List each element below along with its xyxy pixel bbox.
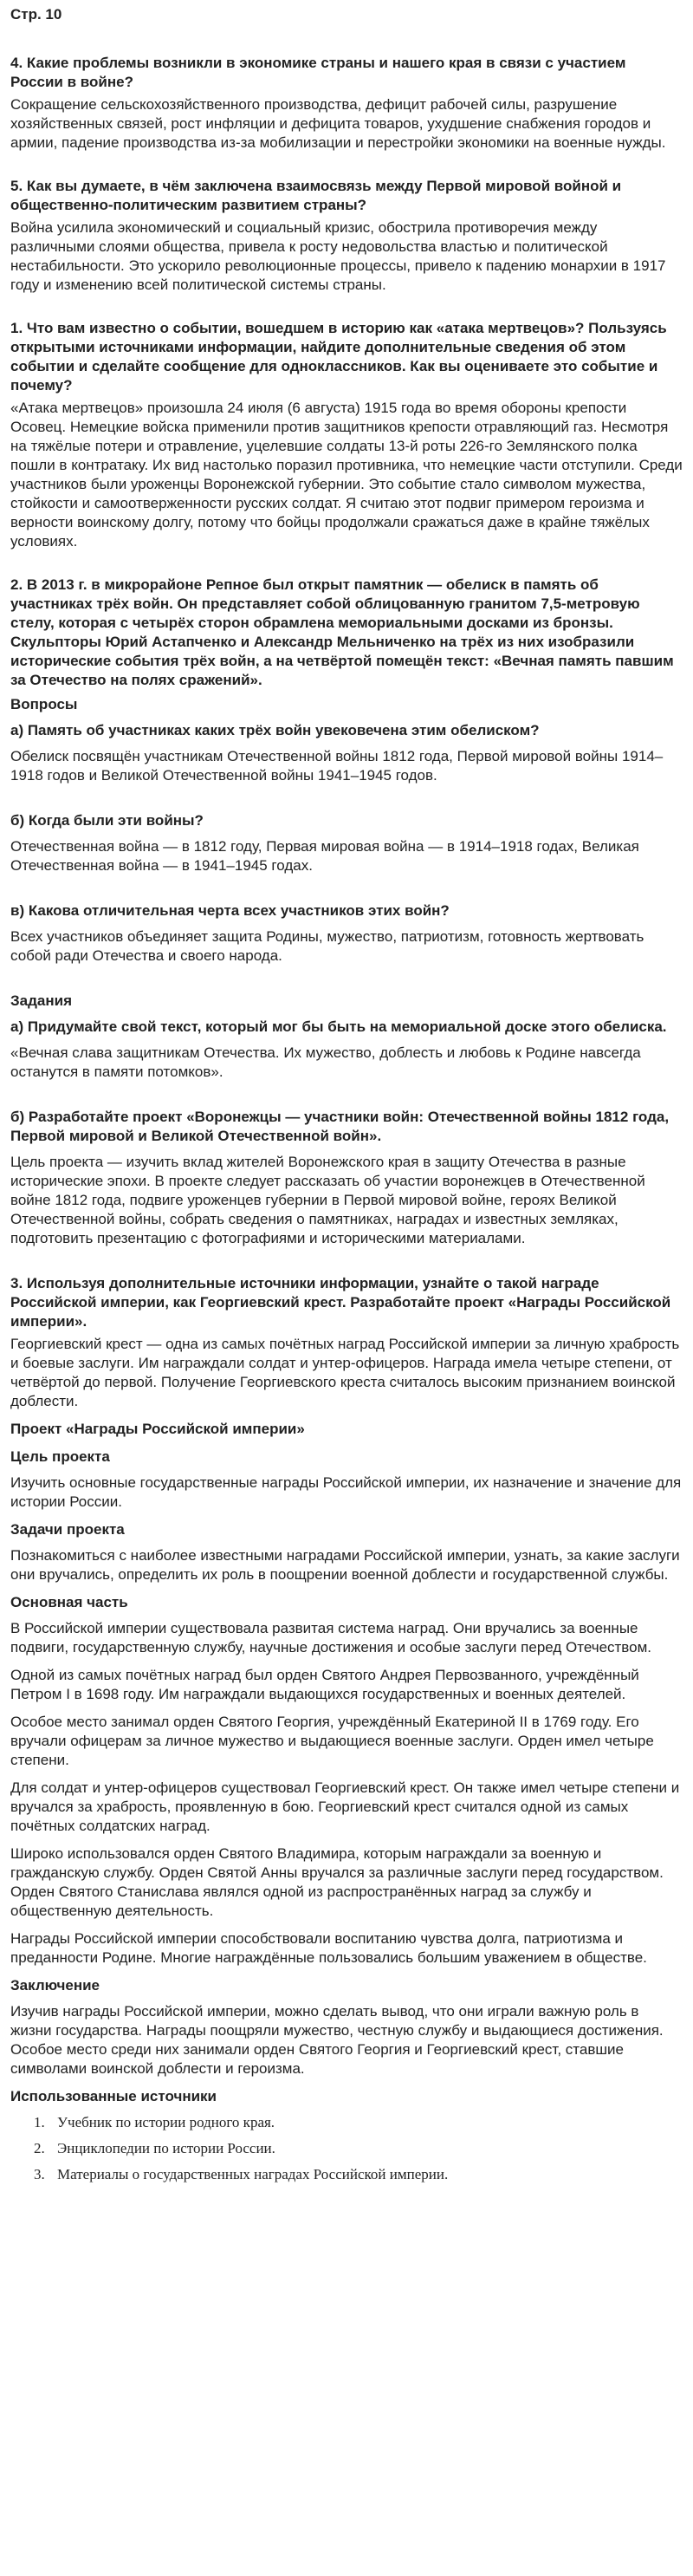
project-main-paragraph: Награды Российской империи способствовали воспитанию чувства долга, патриотизма и преданности Родине. Многие награждённые пользовались большим уважением в обществе. bbox=[10, 1930, 647, 1966]
tasks-heading: Задания bbox=[10, 992, 72, 1009]
answer-text: Сокращение сельскохозяйственного производства, дефицит рабочей силы, разрушение хозяйственных связей, рост инфляции и дефицита товаров, ухудшение снабжения городов и армии, падение производства из-за мобилизации и перестройки экономики на военные нужды. bbox=[10, 96, 666, 151]
sub-answer-b: Отечественная война — в 1812 году, Первая мировая война — в 1914–1918 годах, Великая Отечественная война — в 1941–1945 годах. bbox=[10, 838, 639, 874]
project-main-paragraph: Одной из самых почётных наград был орден Святого Андрея Первозванного, учреждённый Петром I в 1698 году. Им награждали выдающихся государственных и военных деятелей. bbox=[10, 1667, 639, 1702]
task-question-b: б) Разработайте проект «Воронежцы — участники войн: Отечественной войны 1812 года, Первой мировой и Великой Отечественной войн». bbox=[10, 1109, 670, 1144]
project-main-heading: Основная часть bbox=[10, 1594, 128, 1610]
source-item: 1. Учебник по истории родного края. bbox=[49, 2113, 683, 2132]
project-main-paragraph: В Российской империи существовала развитая система наград. Они вручались за военные подвиги, государственную службу, научные достижения и особые заслуги перед Отечеством. bbox=[10, 1620, 652, 1656]
task-question-a: а) Придумайте свой текст, который мог бы быть на мемориальной доске этого обелиска. bbox=[10, 1018, 667, 1035]
question-text: 2. В 2013 г. в микрорайоне Репное был открыт памятник — обелиск в память об участниках трёх войн. Он представляет собой облицованную гранитом 7,5-метровую стелу, которая с четырёх сторон обрамлена мемориальными досками из бронзы. Скульпторы Юрий Астапченко и Александр Мельниченко на трёх из них изобразили исторические события трёх войн, а на четвёртой помещён текст: «Вечная память павшим за Отечество на полях сражений». bbox=[10, 576, 674, 688]
question-text: 3. Используя дополнительные источники информации, узнайте о такой награде Российской империи, как Георгиевский крест. Разработайте проект «Награды Российской империи». bbox=[10, 1275, 671, 1330]
sub-question-c: в) Какова отличительная черта всех участников этих войн? bbox=[10, 902, 450, 919]
sub-answer-a: Обелиск посвящён участникам Отечественной войны 1812 года, Первой мировой войны 1914–1918 годов и Великой Отечественной войны 1941–1945 годов. bbox=[10, 748, 664, 784]
project-conclusion-heading: Заключение bbox=[10, 1977, 100, 1994]
project-tasks-text: Познакомиться с наиболее известными наградами Российской империи, узнать, за какие заслуги они вручались, определить их роль в поощрении военной доблести и государственной службы. bbox=[10, 1547, 680, 1583]
answer-text: «Атака мертвецов» произошла 24 июля (6 августа) 1915 года во время обороны крепости Осовец. Немецкие войска применили против защитников крепости отравляющий газ. Несмотря на тяжёлые потери и отравление, уцелевшие солдаты 13-й роты 226-го Землянского полка пошли в контратаку. Их вид настолько поразил противника, что немецкие части отступили. Среди участников были уроженцы Воронежской губернии. Это событие стало символом мужества, стойкости и самоотверженности русских солдат. Я считаю этот подвиг примером героизма и верности воинскому долгу, потому что бойцы продолжали сражаться даже в крайне тяжёлых условиях. bbox=[10, 400, 683, 550]
task-answer-b: Цель проекта — изучить вклад жителей Воронежского края в защиту Отечества в разные исторические эпохи. В проекте следует рассказать об участии воронежцев в Отечественной войне 1812 года, подвиге уроженцев губернии в Первой мировой войне, героях Великой Отечественной войны, собрать сведения о памятниках, наградах и известных земляках, подготовить презентацию с фотографиями и историческими материалами. bbox=[10, 1154, 645, 1246]
source-item: 3. Материалы о государственных наградах Российской империи. bbox=[49, 2165, 683, 2184]
task-block-1 bbox=[10, 319, 683, 551]
sub-question-a: а) Память об участниках каких трёх войн увековечена этим обелиском? bbox=[10, 722, 540, 738]
project-goal-heading: Цель проекта bbox=[10, 1448, 110, 1465]
questions-heading: Вопросы bbox=[10, 696, 78, 712]
project-main-paragraph: Широко использовался орден Святого Владимира, которым награждали за военную и гражданскую службу. Орден Святой Анны вручался за различные заслуги перед государством. Орден Святого Станислава являлся одной из распространённых наград за службу и общественную деятельность. bbox=[10, 1845, 664, 1919]
question-text: 1. Что вам известно о событии, вошедшем в историю как «атака мертвецов»? Пользуясь открытыми источниками информации, найдите дополнительные сведения об этом событии и сделайте сообщение для одноклассников. Как вы оцениваете это событие и почему? bbox=[10, 320, 667, 394]
question-text: 5. Как вы думаете, в чём заключена взаимосвязь между Первой мировой войной и общественно-политическим развитием страны? bbox=[10, 178, 622, 213]
task-block-3 bbox=[10, 1274, 683, 1411]
project-main-paragraph: Для солдат и унтер-офицеров существовал Георгиевский крест. Он также имел четыре степени и вручался за храбрость, проявленную в бою. Георгиевский крест считался одной из самых почётных солдатских наград. bbox=[10, 1779, 680, 1834]
sources-list bbox=[10, 2113, 683, 2184]
question-block-5 bbox=[10, 177, 683, 295]
project-main-paragraph: Особое место занимал орден Святого Георгия, учреждённый Екатериной II в 1769 году. Его вручали офицерам за личное мужество и выдающиеся военные заслуги. Орден имел четыре степени. bbox=[10, 1714, 654, 1768]
sub-answer-c: Всех участников объединяет защита Родины, мужество, патриотизм, готовность жертвовать собой ради Отечества и своего народа. bbox=[10, 928, 644, 964]
project-conclusion-text: Изучив награды Российской империи, можно сделать вывод, что они играли важную роль в жизни государства. Награды поощряли мужество, честную службу и выдающиеся достижения. Особое место среди них занимали орден Святого Георгия и Георгиевский крест, ставшие символами воинской доблести и героизма. bbox=[10, 2003, 664, 2077]
project-title: Проект «Награды Российской империи» bbox=[10, 1421, 305, 1437]
project-sources-heading: Использованные источники bbox=[10, 2088, 217, 2104]
question-block-4 bbox=[10, 54, 683, 153]
task-block-2 bbox=[10, 576, 683, 1248]
task-answer-a: «Вечная слава защитникам Отечества. Их мужество, доблесть и любовь к Родине навсегда останутся в памяти потомков». bbox=[10, 1044, 641, 1080]
sub-question-b: б) Когда были эти войны? bbox=[10, 812, 204, 829]
project-tasks-heading: Задачи проекта bbox=[10, 1521, 125, 1538]
page-number: Стр. 10 bbox=[10, 6, 62, 23]
answer-text: Георгиевский крест — одна из самых почётных наград Российской империи за личную храбрость и боевые заслуги. Им награждали солдат и унтер-офицеров. Награда имела четыре степени, от четвёртой до первой. Получение Георгиевского креста считалось высоким признанием воинской доблести. bbox=[10, 1336, 680, 1409]
source-item: 2. Энциклопедии по истории России. bbox=[49, 2139, 683, 2158]
project-goal-text: Изучить основные государственные награды Российской империи, их назначение и значение для истории России. bbox=[10, 1474, 682, 1510]
project-section bbox=[10, 1420, 683, 2184]
question-text: 4. Какие проблемы возникли в экономике страны и нашего края в связи с участием России в войне? bbox=[10, 55, 626, 90]
answer-text: Война усилила экономический и социальный кризис, обострила противоречия между различными слоями общества, привела к росту недовольства властью и политической нестабильности. Это ускорило революционные процессы, привело к падению монархии в 1917 году и изменению всей политической системы страны. bbox=[10, 219, 666, 293]
